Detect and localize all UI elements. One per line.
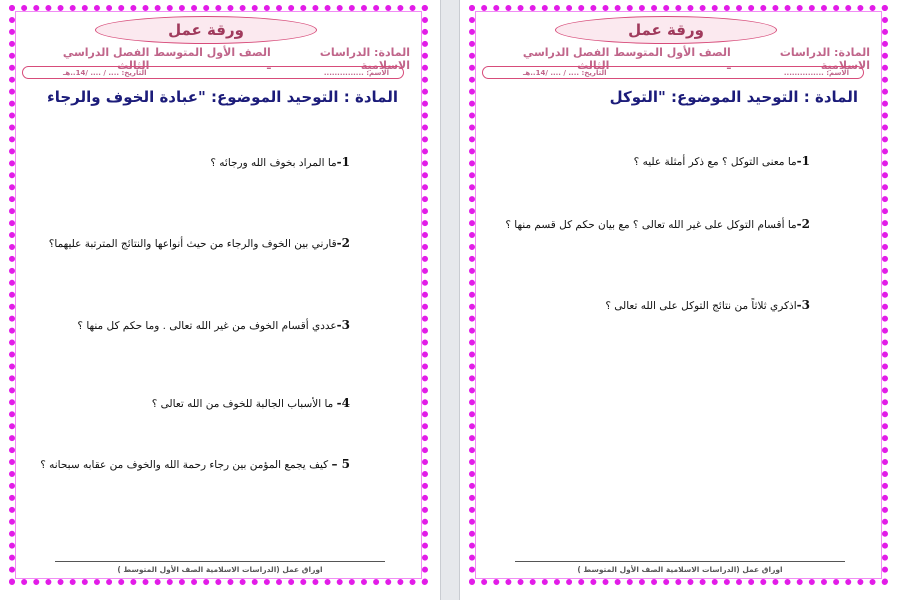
question-text: كيف يجمع المؤمن بين رجاء رحمة الله والخوف من عقابه سبحانه ؟ <box>40 459 332 471</box>
name-label: الاسم: ............... <box>323 68 389 77</box>
subject-label: المادة: الدراسات الاسلامية <box>779 46 870 72</box>
worksheet-page-right <box>460 0 900 600</box>
question-text: اذكري ثلاثاً من نتائج التوكل على الله تعالى ؟ <box>605 300 797 312</box>
name-label: الاسم: ............... <box>783 68 849 77</box>
question-1 <box>20 155 350 169</box>
date-label: التاريخ: .... / .... /14..هـ <box>63 68 147 77</box>
question-number: 5 – <box>331 457 350 471</box>
question-5 <box>20 457 350 471</box>
footer-divider <box>55 561 385 562</box>
question-number: 1- <box>796 154 810 168</box>
question-4 <box>20 396 350 410</box>
topic-heading: المادة : التوحيد الموضوع: "عبادة الخوف والرجاء <box>47 88 398 106</box>
question-text: عددي أقسام الخوف من غير الله تعالى . وما حكم كل منها ؟ <box>77 320 337 332</box>
grade-label: الصف الأول المتوسط ـ <box>613 46 731 72</box>
question-number: 1- <box>336 155 350 169</box>
question-text: ما الأسباب الجالبة للخوف من الله تعالى ؟ <box>151 398 337 410</box>
question-text: ما معنى التوكل ؟ مع ذكر أمثلة عليه ؟ <box>633 156 797 168</box>
page-footer: اوراق عمل (الدراسات الاسلامية الصف الأول المتوسط ) <box>117 565 323 574</box>
question-3 <box>20 318 350 332</box>
subject-label: المادة: الدراسات الاسلامية <box>319 46 410 72</box>
question-number: 3- <box>336 318 350 332</box>
question-2 <box>20 236 350 250</box>
footer-divider <box>515 561 845 562</box>
question-1 <box>480 154 810 168</box>
question-3 <box>480 298 810 312</box>
name-date-box <box>482 66 864 79</box>
date-label: التاريخ: .... / .... /14..هـ <box>523 68 607 77</box>
question-text: قارني بين الخوف والرجاء من حيث أنواعها والنتائج المترتبة عليهما؟ <box>48 238 337 250</box>
term-label: الفصل الدراسي الثالث <box>522 46 610 72</box>
page-gap <box>440 0 460 600</box>
worksheet-page-left <box>0 0 440 600</box>
page-footer: اوراق عمل (الدراسات الاسلامية الصف الأول المتوسط ) <box>577 565 783 574</box>
worksheet-title: ورقة عمل <box>95 16 317 44</box>
question-text: ما أقسام التوكل على غير الله تعالى ؟ مع بيان حكم كل قسم منها ؟ <box>505 219 797 231</box>
topic-heading: المادة : التوحيد الموضوع: "التوكل <box>609 88 858 106</box>
term-label: الفصل الدراسي الثالث <box>62 46 150 72</box>
question-number: 4- <box>336 396 350 410</box>
question-number: 3- <box>796 298 810 312</box>
question-number: 2- <box>796 217 810 231</box>
question-number: 2- <box>336 236 350 250</box>
grade-label: الصف الأول المتوسط ـ <box>153 46 271 72</box>
name-date-box <box>22 66 404 79</box>
worksheet-title: ورقة عمل <box>555 16 777 44</box>
question-2 <box>480 217 810 231</box>
question-text: ما المراد بخوف الله ورجائه ؟ <box>210 157 337 169</box>
